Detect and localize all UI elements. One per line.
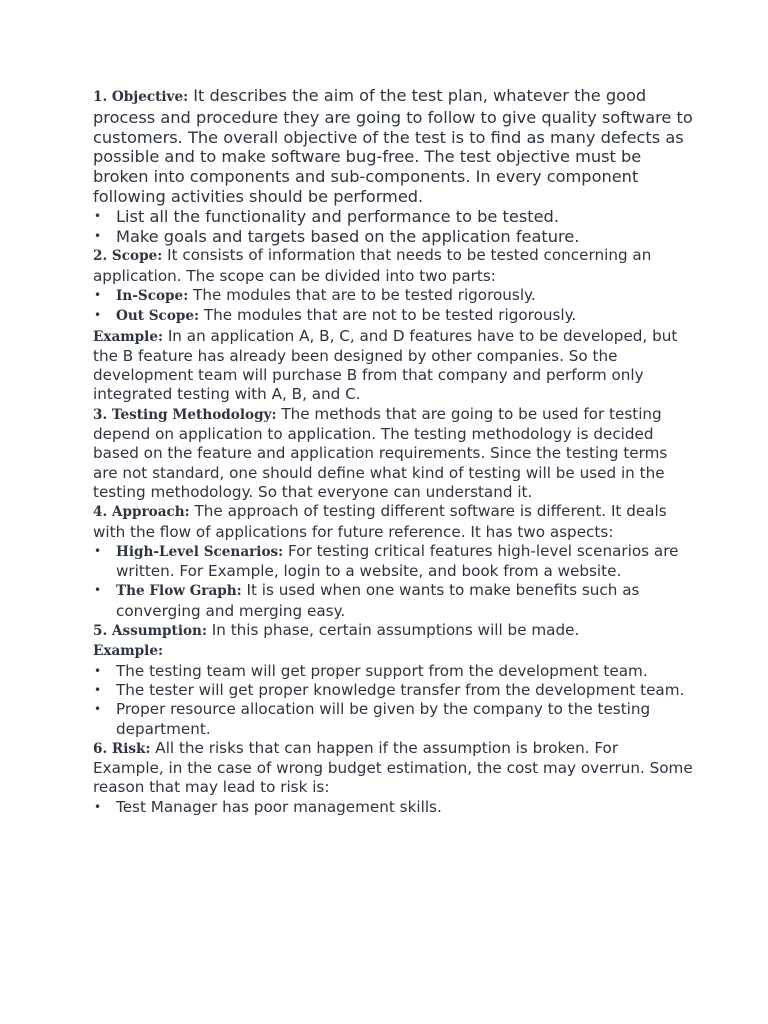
flow-graph-label: The Flow Graph:	[116, 583, 242, 600]
scope-paragraph	[93, 246, 693, 286]
methodology-heading: 3. Testing Methodology:	[93, 406, 277, 423]
assumption-list	[93, 662, 693, 739]
scope-list	[93, 286, 693, 327]
scope-example-text: In an application A, B, C, and D features have to be developed, but the B feature has already been designed by other companies. So the development team will purchase B from that company and perform only integrated testing with A, B, and C.	[93, 326, 678, 404]
methodology-paragraph	[93, 405, 693, 502]
list-item: • The testing team will get proper support from the development team.	[93, 662, 693, 681]
document-page	[93, 86, 693, 817]
risk-paragraph	[93, 739, 693, 798]
objective-heading: 1. Objective:	[93, 89, 189, 105]
list-item	[93, 581, 693, 621]
methodology-text: The methods that are going to be used for testing depend on application to application. The testing methodology is decided based on the feature and application requirements. Since the testing terms are not standard, one should define what kind of testing will be used in the testing methodology. So that everyone can understand it.	[93, 404, 668, 501]
scope-example-heading: Example:	[93, 328, 163, 345]
high-level-scenarios-text: For testing critical features high-level scenarios are written. For Example, login to a website, and book from a website.	[116, 541, 679, 581]
out-scope-label: Out Scope:	[116, 308, 200, 325]
list-item: • Test Manager has poor management skills.	[93, 798, 693, 817]
flow-graph-text: It is used when one wants to make benefits such as converging and merging easy.	[116, 581, 640, 620]
objective-paragraph	[93, 86, 693, 207]
list-item: • List all the functionality and performance to be tested.	[93, 207, 693, 227]
in-scope-label: In-Scope:	[116, 287, 189, 304]
approach-list	[93, 542, 693, 621]
approach-heading: 4. Approach:	[93, 504, 190, 521]
assumption-example-heading: Example:	[93, 643, 163, 660]
scope-text: It consists of information that needs to be tested concerning an application. The scope can be divided into two parts:	[93, 246, 652, 285]
objective-text: It describes the aim of the test plan, whatever the good process and procedure they are going to follow to give quality software to customers. The overall objective of the test is to find as many defects as possible and to make software bug-free. The test objective must be broken into components and sub-components. In every component following activities should be performed.	[93, 86, 693, 206]
out-scope-text: The modules that are not to be tested rigorously.	[199, 306, 577, 325]
risk-heading: 6. Risk:	[93, 740, 151, 757]
approach-paragraph	[93, 502, 693, 542]
in-scope-text: The modules that are to be tested rigorously.	[188, 285, 536, 304]
list-item	[93, 542, 693, 582]
high-level-scenarios-label: High-Level Scenarios:	[116, 543, 284, 560]
list-item: • Make goals and targets based on the application feature.	[93, 227, 693, 247]
approach-text: The approach of testing different software is different. It deals with the flow of applications for future reference. It has two aspects:	[93, 502, 667, 541]
list-item: • The tester will get proper knowledge transfer from the development team.	[93, 681, 693, 700]
scope-heading: 2. Scope:	[93, 248, 163, 265]
scope-example-paragraph	[93, 327, 693, 405]
risk-text: All the risks that can happen if the assumption is broken. For Example, in the case of wrong budget estimation, the cost may overrun. Some reason that may lead to risk is:	[93, 738, 693, 797]
list-item	[93, 306, 693, 326]
list-item	[93, 286, 693, 306]
list-item: • Proper resource allocation will be given by the company to the testing department.	[93, 700, 693, 739]
risk-list	[93, 798, 693, 817]
assumption-text: In this phase, certain assumptions will be made.	[206, 621, 580, 640]
objective-list	[93, 207, 693, 247]
assumption-example-heading-line	[93, 641, 693, 661]
assumption-paragraph	[93, 621, 693, 641]
assumption-heading: 5. Assumption:	[93, 623, 207, 640]
